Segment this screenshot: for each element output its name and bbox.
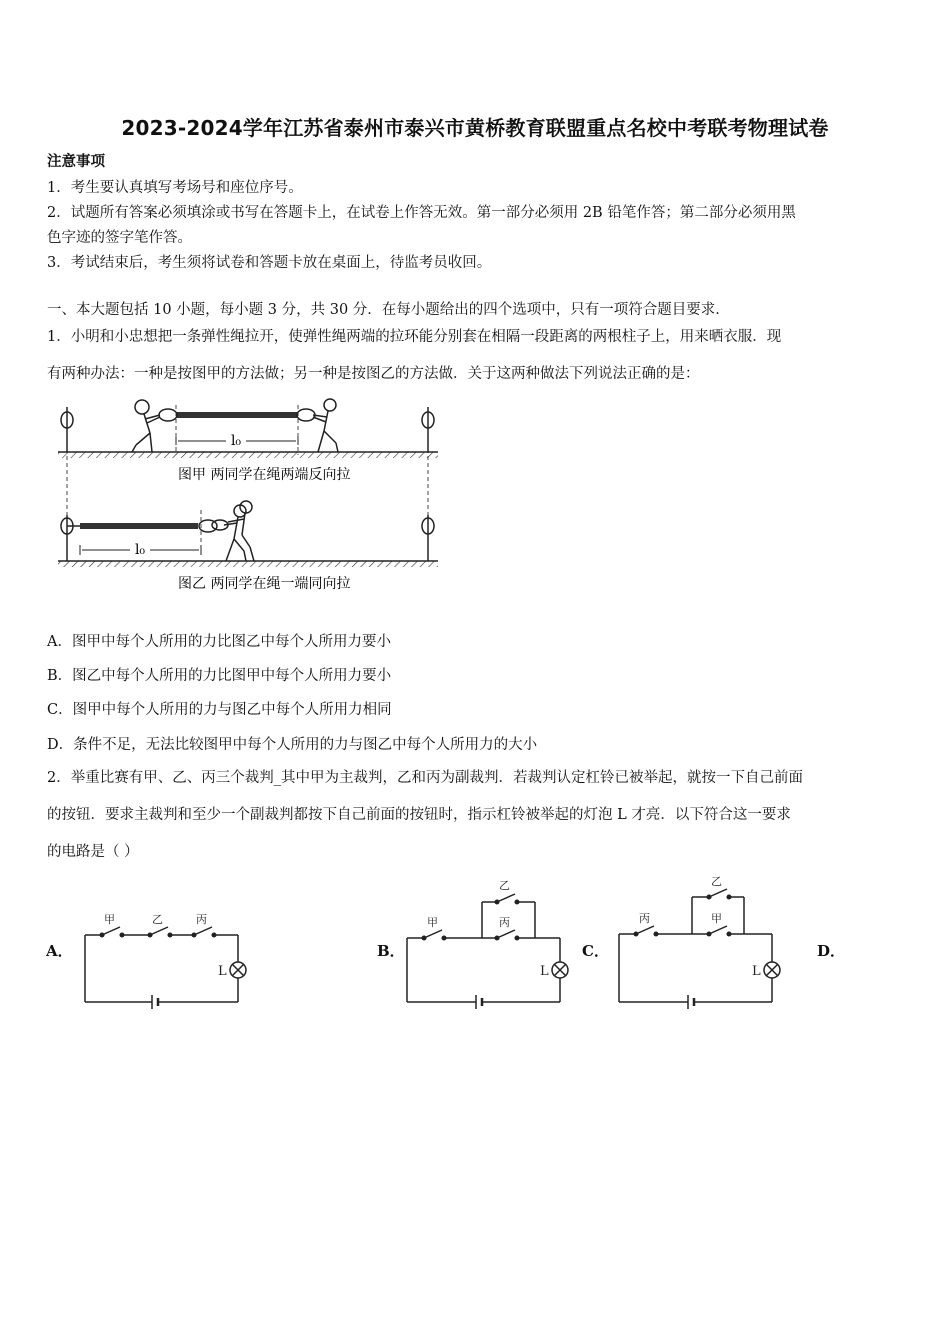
switch-icon (495, 930, 519, 940)
q2-stem-line3: 的电路是（ ） (47, 844, 139, 860)
circuit-label-c[interactable]: C． (582, 942, 609, 960)
q1-option-d[interactable]: D．条件不足，无法比较图甲中每个人所用的力与图乙中每个人所用力的大小 (47, 737, 538, 753)
notice-item-2: 2．试题所有答案必须填涂或书写在答题卡上，在试卷上作答无效。第一部分必须用 2B 铅笔作答；第二部分必须用黑 (47, 205, 796, 221)
switch-label-yi: 乙 (711, 875, 722, 888)
q2-stem-line1: 2．举重比赛有甲、乙、丙三个裁判_其中甲为主裁判，乙和丙为副裁判．若裁判认定杠铃已被举起，就按一下自己前面 (47, 770, 803, 786)
q1-option-c[interactable]: C．图甲中每个人所用的力与图乙中每个人所用力相同 (47, 702, 392, 718)
switch-label-jia: 甲 (711, 912, 722, 925)
switch-icon (148, 927, 172, 937)
q1-rope-figure (40, 395, 450, 600)
caption-a: 图甲 两同学在绳两端反向拉 (178, 467, 351, 483)
lamp-icon (552, 962, 568, 978)
lamp-label: L (540, 964, 549, 979)
switch-icon (707, 889, 731, 899)
lamp-label: L (752, 964, 761, 979)
switch-label-bing: 丙 (639, 912, 650, 925)
post-icon (422, 515, 434, 561)
circuit-label-d[interactable]: D． (817, 942, 846, 960)
person-icon (132, 400, 160, 452)
circuit-c-diagram (612, 872, 787, 1010)
notice-item-2-cont: 色字迹的签字笔作答。 (47, 230, 192, 246)
page-title: 2023-2024学年江苏省泰州市泰兴市黄桥教育联盟重点名校中考联考物理试卷 (121, 116, 829, 140)
switch-label-bing: 丙 (499, 916, 510, 929)
switch-label-jia: 甲 (104, 913, 115, 926)
lamp-icon (764, 962, 780, 978)
ground-b (58, 561, 438, 567)
notice-item-3: 3．考试结束后，考生须将试卷和答题卡放在桌面上，待监考员收回。 (47, 255, 492, 271)
circuit-a-diagram (80, 905, 255, 1010)
switch-icon (495, 894, 519, 904)
lamp-label: L (218, 964, 227, 979)
switch-label-yi: 乙 (152, 913, 163, 926)
q1-option-a[interactable]: A．图甲中每个人所用的力比图乙中每个人所用力要小 (47, 634, 391, 650)
switch-icon (422, 930, 446, 940)
section-heading: 一、本大题包括 10 小题，每小题 3 分，共 30 分．在每小题给出的四个选项中，只有一项符合题目要求． (47, 302, 730, 318)
notice-heading: 注意事项 (47, 153, 105, 170)
switch-label-bing: 丙 (196, 913, 207, 926)
length-label-b: l₀ (134, 542, 146, 558)
lamp-icon (230, 962, 246, 978)
ground-a (58, 452, 438, 458)
notice-item-1: 1．考生要认真填写考场号和座位序号。 (47, 180, 303, 196)
circuit-label-a[interactable]: A． (46, 942, 73, 960)
switch-label-jia: 甲 (427, 916, 438, 929)
person-icon (313, 399, 338, 452)
circuit-label-b[interactable]: B． (377, 942, 405, 960)
switch-icon (707, 926, 731, 936)
post-icon (61, 407, 73, 452)
rope-b (67, 520, 228, 532)
post-icon (61, 515, 73, 561)
q1-option-b[interactable]: B．图乙中每个人所用的力比图甲中每个人所用力要小 (47, 668, 392, 684)
switch-icon (100, 927, 124, 937)
q1-stem-line1: 1．小明和小忠想把一条弹性绳拉开，使弹性绳两端的拉环能分别套在相隔一段距离的两根柱子上，用来晒衣服．现 (47, 329, 782, 345)
switch-icon (192, 927, 216, 937)
person-icon (228, 501, 254, 561)
caption-b: 图乙 两同学在绳一端同向拉 (178, 576, 351, 592)
switch-icon (634, 926, 658, 936)
q1-stem-line2: 有两种办法：一种是按图甲的方法做；另一种是按图乙的方法做．关于这两种做法下列说法正确的是： (47, 366, 700, 382)
switch-label-yi: 乙 (499, 879, 510, 892)
circuit-b-diagram (400, 872, 575, 1010)
post-icon (422, 407, 434, 452)
q2-stem-line2: 的按钮．要求主裁判和至少一个副裁判都按下自己前面的按钮时，指示杠铃被举起的灯泡 L 才亮．以下符合这一要求 (47, 807, 791, 823)
rope-a (159, 409, 315, 421)
length-label-a: l₀ (230, 433, 242, 449)
